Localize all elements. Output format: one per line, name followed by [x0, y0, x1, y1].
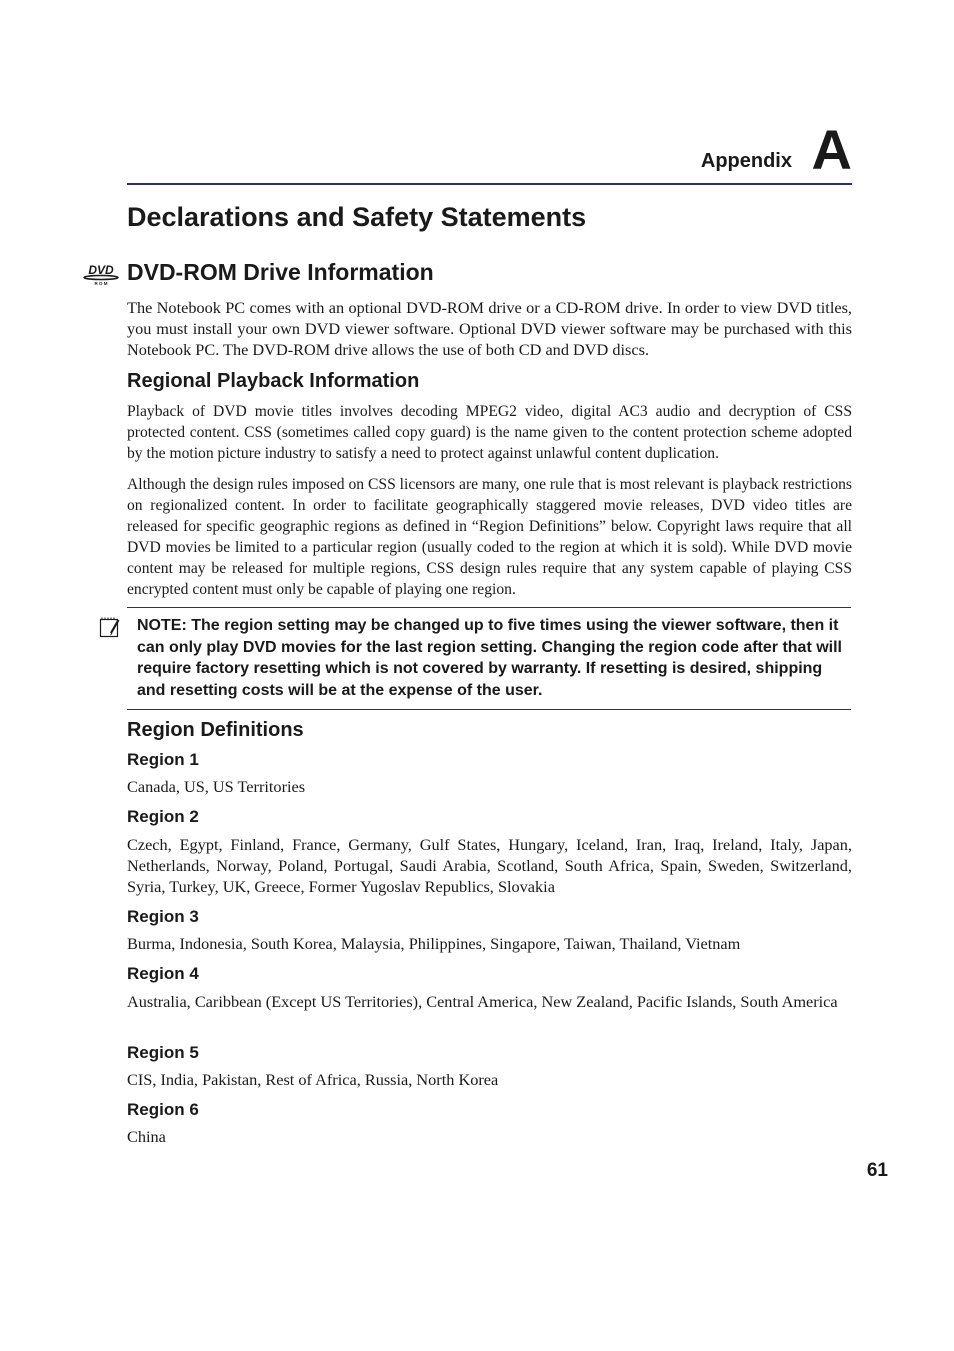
appendix-label: Appendix	[700, 150, 792, 172]
appendix-letter: A	[811, 118, 852, 181]
dvd-logo-subtext: R O M	[94, 281, 108, 286]
region-heading: Region 6	[127, 1100, 199, 1119]
region-countries: CIS, India, Pakistan, Rest of Africa, Russia, North Korea	[127, 1070, 499, 1089]
region-countries: Burma, Indonesia, South Korea, Malaysia, Philippines, Singapore, Taiwan, Thailand, Vietnam	[127, 934, 741, 953]
region-heading: Region 5	[127, 1043, 199, 1062]
dvd-section-title: DVD-ROM Drive Information	[127, 259, 434, 285]
note-pencil-icon	[99, 616, 121, 638]
region-countries: Canada, US, US Territories	[127, 777, 306, 796]
region-countries: China	[127, 1127, 166, 1146]
page-number: 61	[866, 1160, 888, 1181]
note-text: NOTE: The region setting may be changed up to five times using the viewer software, then it can only play DVD movies for the last region setting. Changing the region code after that will require factory resetting which is not covered by warranty. If resetting is desired, shipping and resetting costs will be at the expense of the user.	[137, 617, 842, 699]
page-title: Declarations and Safety Statements	[127, 202, 587, 232]
dvd-intro-paragraph: The Notebook PC comes with an optional DVD-ROM drive or a CD-ROM drive. In order to view DVD titles, you must install your own DVD viewer software. Optional DVD viewer software may be purchased with this Notebook PC. The DVD-ROM drive allows the use of both CD and DVD discs.	[127, 298, 852, 359]
dvd-rom-logo-icon	[82, 262, 120, 286]
regional-playback-paragraph-2: Although the design rules imposed on CSS licensors are many, one rule that is most relevant is playback restrictions on regionalized content. In order to facilitate geographically staggered movie releases, DVD video titles are released for specific geographic regions as defined in “Region Definitions” below. Copyright laws require that all DVD movies be limited to a particular region (usually coded to the region at which it is sold). While DVD movie content may be released for multiple regions, CSS design rules require that any system capable of playing CSS encrypted content must only be capable of playing one region.	[127, 476, 852, 598]
region-definitions-title: Region Definitions	[127, 719, 304, 741]
region-heading: Region 4	[127, 964, 199, 983]
region-heading: Region 3	[127, 907, 199, 926]
region-heading: Region 1	[127, 750, 199, 769]
regional-playback-title: Regional Playback Information	[127, 370, 420, 392]
region-heading: Region 2	[127, 807, 199, 826]
dvd-logo-text: DVD	[88, 263, 114, 277]
region-countries: Australia, Caribbean (Except US Territories), Central America, New Zealand, Pacific Islands, South America	[127, 992, 838, 1011]
header-divider	[127, 183, 852, 185]
note-bottom-divider	[127, 709, 851, 710]
region-countries: Czech, Egypt, Finland, France, Germany, Gulf States, Hungary, Iceland, Iran, Iraq, Ireland, Italy, Japan, Netherlands, Norway, Poland, Portugal, Saudi Arabia, Scotland, South Africa, Spain, Sweden, Switzerland, Syria, Turkey, UK, Greece, Former Yugoslav Republics, Slovakia	[127, 835, 852, 896]
note-top-divider	[127, 607, 851, 608]
chapter-header	[127, 118, 852, 186]
regional-playback-paragraph-1: Playback of DVD movie titles involves decoding MPEG2 video, digital AC3 audio and decryption of CSS protected content. CSS (sometimes called copy guard) is the name given to the content protection scheme adopted by the motion picture industry to satisfy a need to protect against unlawful content duplication.	[127, 403, 852, 462]
